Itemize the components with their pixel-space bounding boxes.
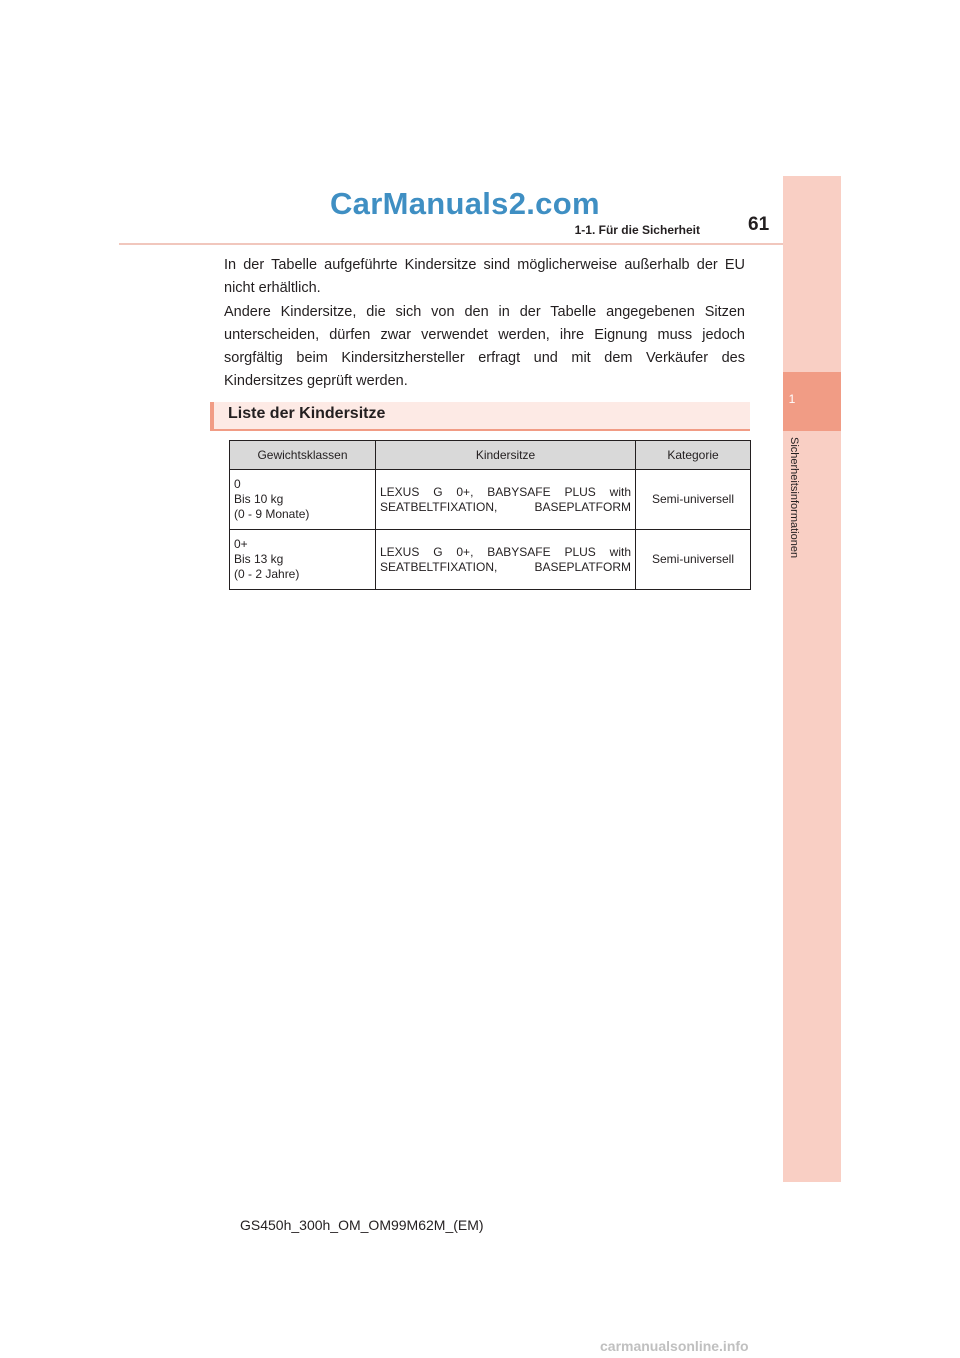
seat-name-line: SEATBELTFIXATION, BASEPLATFORM xyxy=(380,559,631,574)
weight-class-cell xyxy=(230,530,376,590)
weight-class-cell xyxy=(230,470,376,530)
table-row xyxy=(230,530,751,590)
chapter-title-vertical: Sicherheitsinformationen xyxy=(788,437,800,559)
weight-class-group: 0 xyxy=(234,477,241,491)
paragraph-availability: In der Tabelle aufgeführte Kindersitze sind möglicherweise außerhalb der EU nicht erhältlich. xyxy=(224,257,745,296)
seat-name-line: LEXUS G 0+, BABYSAFE PLUS with xyxy=(380,544,631,559)
section-title-bar xyxy=(210,402,750,429)
header-category: Kategorie xyxy=(636,441,751,470)
table-header-row xyxy=(230,441,751,470)
chapter-number: 1 xyxy=(788,392,796,406)
paragraph-other-seats: Andere Kindersitze, die sich von den in der Tabelle angegebenen Sitzen unterscheiden, dürfen zwar verwendet werden, ihre Eignung muss jedoch sorgfältig beim Kindersitzhersteller erfragt und mit dem Verkäufer des Kindersitzes geprüft werden. xyxy=(224,304,745,389)
header-child-seats: Kindersitze xyxy=(376,441,636,470)
watermark-carmanuals2: CarManuals2.com xyxy=(330,186,600,221)
weight-limit: Bis 13 kg xyxy=(234,552,284,566)
watermark-carmanualsonline: carmanualsonline.info xyxy=(600,1338,749,1354)
chapter-side-tab xyxy=(783,176,841,1182)
category-cell: Semi-universell xyxy=(636,470,751,530)
header-divider xyxy=(119,243,841,245)
table-row xyxy=(230,470,751,530)
age-range: (0 - 9 Monate) xyxy=(234,507,310,521)
seat-name-line: LEXUS G 0+, BABYSAFE PLUS with xyxy=(380,484,631,499)
age-range: (0 - 2 Jahre) xyxy=(234,567,300,581)
category-cell: Semi-universell xyxy=(636,530,751,590)
document-code-footer: GS450h_300h_OM_OM99M62M_(EM) xyxy=(240,1217,484,1233)
weight-class-group: 0+ xyxy=(234,537,248,551)
child-seat-table xyxy=(229,440,751,590)
page-number: 61 xyxy=(748,214,770,235)
section-title: Liste der Kindersitze xyxy=(228,405,386,422)
seat-name-line: SEATBELTFIXATION, BASEPLATFORM xyxy=(380,499,631,514)
header-weight-class: Gewichtsklassen xyxy=(230,441,376,470)
weight-limit: Bis 10 kg xyxy=(234,492,284,506)
section-title-underline xyxy=(210,429,750,431)
child-seat-cell xyxy=(376,530,636,590)
section-heading: 1-1. Für die Sicherheit xyxy=(574,223,700,237)
child-seat-cell xyxy=(376,470,636,530)
